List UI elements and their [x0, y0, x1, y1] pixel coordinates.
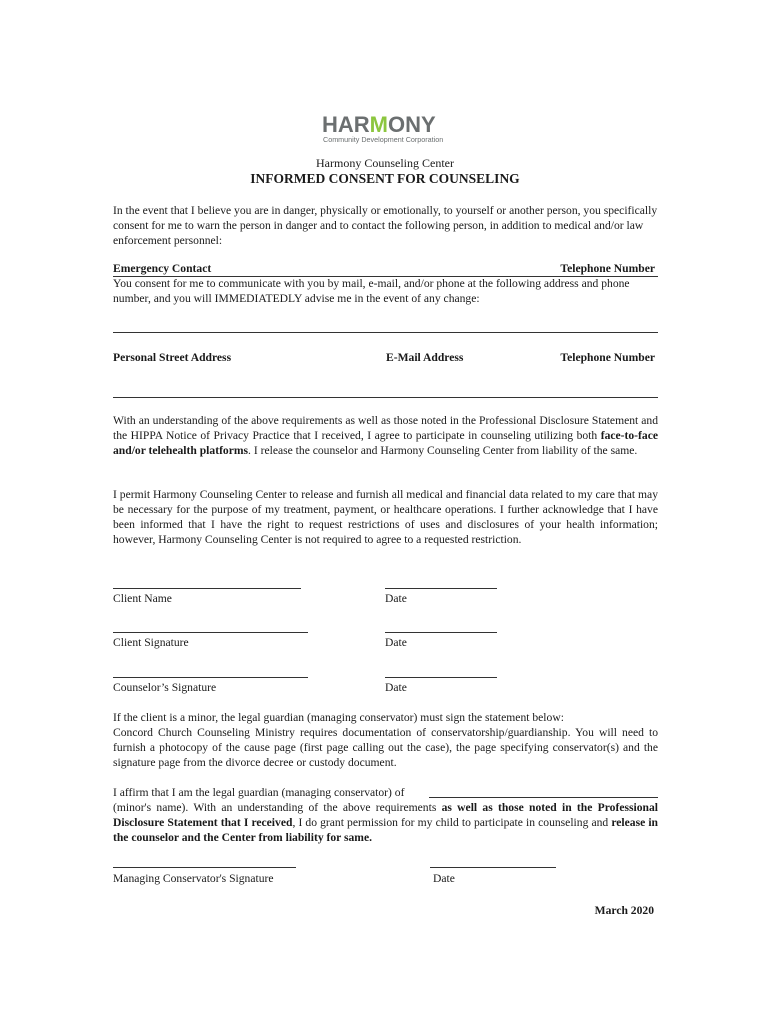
- intro-paragraph: In the event that I believe you are in danger, physically or emotionally, to yourself or another person, you specifically consent for me to warn the person in danger and to contact the following person, in addition to medical and/or law enforcement personnel:: [113, 204, 658, 247]
- counselor-signature-line[interactable]: [113, 677, 308, 678]
- address-fill-line-2[interactable]: [113, 397, 658, 398]
- client-name-line[interactable]: [113, 588, 301, 589]
- address-fill-line[interactable]: [113, 332, 658, 333]
- email-address-label: E-Mail Address: [386, 351, 464, 364]
- client-name-date-label: Date: [385, 592, 407, 605]
- release-paragraph: I permit Harmony Counseling Center to release and furnish all medical and financial data related to my care that may be necessary for the purpose of my treatment, payment, or healthcare operations. I further acknowledge that I have been informed that I have the right to request restrictions of uses and disclosures of your health information; however, Harmony Counseling Center is not required to agree to a requested restriction.: [113, 488, 658, 546]
- street-address-label: Personal Street Address: [113, 351, 232, 364]
- client-signature-label: Client Signature: [113, 636, 189, 649]
- emergency-phone-label: Telephone Number: [560, 262, 655, 275]
- guardian-date-label: Date: [433, 872, 455, 885]
- minor-requirements: Concord Church Counseling Ministry requires documentation of conservatorship/guardianship. You will need to furnish a photocopy of the cause page (first page calling out the case), the page specifying conservator(s) and the signature page from the divorce decree or custody document.: [113, 726, 658, 769]
- contact-consent-text: You consent for me to communicate with you by mail, e-mail, and/or phone at the following address and phone number, and you will IMMEDIATEDLY advise me in the event of any change:: [113, 277, 630, 305]
- client-signature-line[interactable]: [113, 632, 308, 633]
- emergency-contact-row[interactable]: [113, 261, 658, 277]
- client-name-label: Client Name: [113, 592, 172, 605]
- guardian-signature-label: Managing Conservator's Signature: [113, 872, 274, 885]
- guardian-signature-line[interactable]: [113, 867, 296, 868]
- address-phone-label: Telephone Number: [560, 351, 655, 364]
- address-labels-row: [113, 350, 658, 365]
- document-title: INFORMED CONSENT FOR COUNSELING: [250, 171, 520, 186]
- logo-tagline: Community Development Corporation: [323, 135, 444, 144]
- emergency-contact-label: Emergency Contact: [113, 262, 212, 275]
- revision-date: March 2020: [594, 904, 654, 917]
- consent-paragraph: With an understanding of the above requirements as well as those noted in the Professional Disclosure Statement and the HIPPA Notice of Privacy Practice that I received, I agree to participate in counseling utilizing both face-to-face and/or telehealth platforms. I release the counselor and Harmony Counseling Center from liability of the same.: [113, 414, 658, 457]
- client-signature-date-line[interactable]: [385, 632, 497, 633]
- counselor-signature-date-label: Date: [385, 681, 407, 694]
- logo-wordmark: HARMONY: [322, 112, 436, 137]
- center-name: Harmony Counseling Center: [316, 156, 454, 170]
- minor-name-line[interactable]: [429, 797, 658, 798]
- minor-intro: If the client is a minor, the legal guardian (managing conservator) must sign the statement below:: [113, 711, 564, 724]
- client-name-date-line[interactable]: [385, 588, 497, 589]
- affirm-paragraph: I affirm that I am the legal guardian (managing conservator) of (minor's name). With an understanding of the above requirements as well as those noted in the Professional Disclosure Statement that I received, I do grant permission for my child to participate in counseling and release in the counselor and the Center from liability for same.: [113, 786, 659, 844]
- counselor-signature-date-line[interactable]: [385, 677, 497, 678]
- guardian-date-line[interactable]: [430, 867, 556, 868]
- harmony-logo: [322, 114, 448, 144]
- client-signature-date-label: Date: [385, 636, 407, 649]
- counselor-signature-label: Counselor’s Signature: [113, 681, 217, 694]
